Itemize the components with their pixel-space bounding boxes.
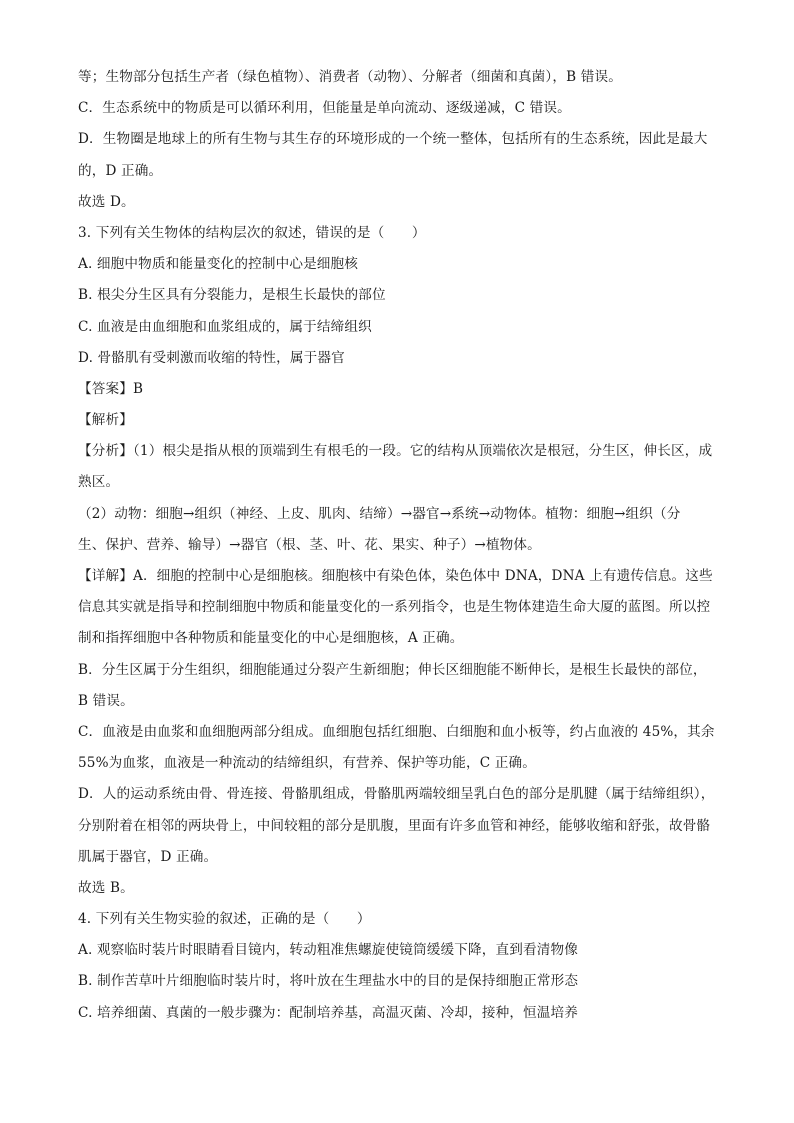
question-3-stem: 3. 下列有关生物体的结构层次的叙述，错误的是（ ） <box>78 224 426 241</box>
question-4-option-b: B. 制作苦草叶片细胞临时装片时，将叶放在生理盐水中的目的是保持细胞正常形态 <box>78 973 579 990</box>
question-3-option-b: B. 根尖分生区具有分裂能力，是根生长最快的部位 <box>78 287 386 304</box>
text-line: 故选 D。 <box>78 193 135 210</box>
text-line: B 错误。 <box>78 692 134 709</box>
text-line: （2）动物：细胞→组织（神经、上皮、肌肉、结缔）→器官→系统→动物体。植物：细胞→组织（分 <box>78 505 681 522</box>
text-line: 分别附着在相邻的两块骨上，中间较粗的部分是肌腹，里面有许多血管和神经，能够收缩和舒张，故骨骼 <box>78 817 711 834</box>
text-line: 等；生物部分包括生产者（绿色植物）、消费者（动物）、分解者（细菌和真菌），B 错误。 <box>78 69 622 85</box>
question-4-stem: 4. 下列有关生物实验的叙述，正确的是（ ） <box>78 911 371 928</box>
document-body <box>78 62 728 1029</box>
text-line: 生、保护、营养、输导）→器官（根、茎、叶、花、果实、种子）→植物体。 <box>78 536 541 553</box>
question-4-option-a: A. 观察临时装片时眼睛看目镜内，转动粗准焦螺旋使镜筒缓缓下降，直到看清物像 <box>78 942 578 959</box>
question-3-option-a: A. 细胞中物质和能量变化的控制中心是细胞核 <box>78 256 359 273</box>
text-line: 肌属于器官，D 正确。 <box>78 848 218 865</box>
text-line: C．血液是由血浆和血细胞两部分组成。血细胞包括红细胞、白细胞和血小板等，约占血液的 45%，其余 <box>78 723 715 740</box>
question-3-option-c: C. 血液是由血细胞和血浆组成的，属于结缔组织 <box>78 318 372 335</box>
text-line: 制和指挥细胞中各种物质和能量变化的中心是细胞核，A 正确。 <box>78 630 464 647</box>
text-line: D．人的运动系统由骨、骨连接、骨骼肌组成，骨骼肌两端较细呈乳白色的部分是肌腱（属于结缔组织）， <box>78 786 715 803</box>
text-line: 55%为血浆，血液是一种流动的结缔组织，有营养、保护等功能，C 正确。 <box>78 755 536 772</box>
text-line: D．生物圈是地球上的所有生物与其生存的环境形成的一个统一整体，包括所有的生态系统，因此是最大 <box>78 131 708 148</box>
text-line: C．生态系统中的物质是可以循环利用，但能量是单向流动、逐级递减，C 错误。 <box>78 100 571 117</box>
question-4-option-c: C. 培养细菌、真菌的一般步骤为：配制培养基，高温灭菌、冷却，接种，恒温培养 <box>78 1004 579 1021</box>
text-line: 【详解】A．细胞的控制中心是细胞核。细胞核中有染色体，染色体中 DNA，DNA 上有遗传信息。这些 <box>78 568 713 584</box>
text-line: 【分析】（1）根尖是指从根的顶端到生有根毛的一段。它的结构从顶端依次是根冠，分生区，伸长区，成 <box>78 443 713 460</box>
question-3-option-d: D. 骨骼肌有受刺激而收缩的特性，属于器官 <box>78 349 345 366</box>
text-line: 信息其实就是指导和控制细胞中物质和能量变化的一系列指令，也是生物体建造生命大厦的蓝图。所以控 <box>78 599 711 616</box>
analysis-label: 【解析】 <box>78 412 133 429</box>
answer-label: 【答案】B <box>78 380 144 397</box>
text-line: 熟区。 <box>78 474 120 491</box>
text-line: B．分生区属于分生组织，细胞能通过分裂产生新细胞；伸长区细胞能不断伸长，是根生长最快的部位， <box>78 661 707 678</box>
text-line: 的，D 正确。 <box>78 162 163 179</box>
text-line: 故选 B。 <box>78 879 134 896</box>
